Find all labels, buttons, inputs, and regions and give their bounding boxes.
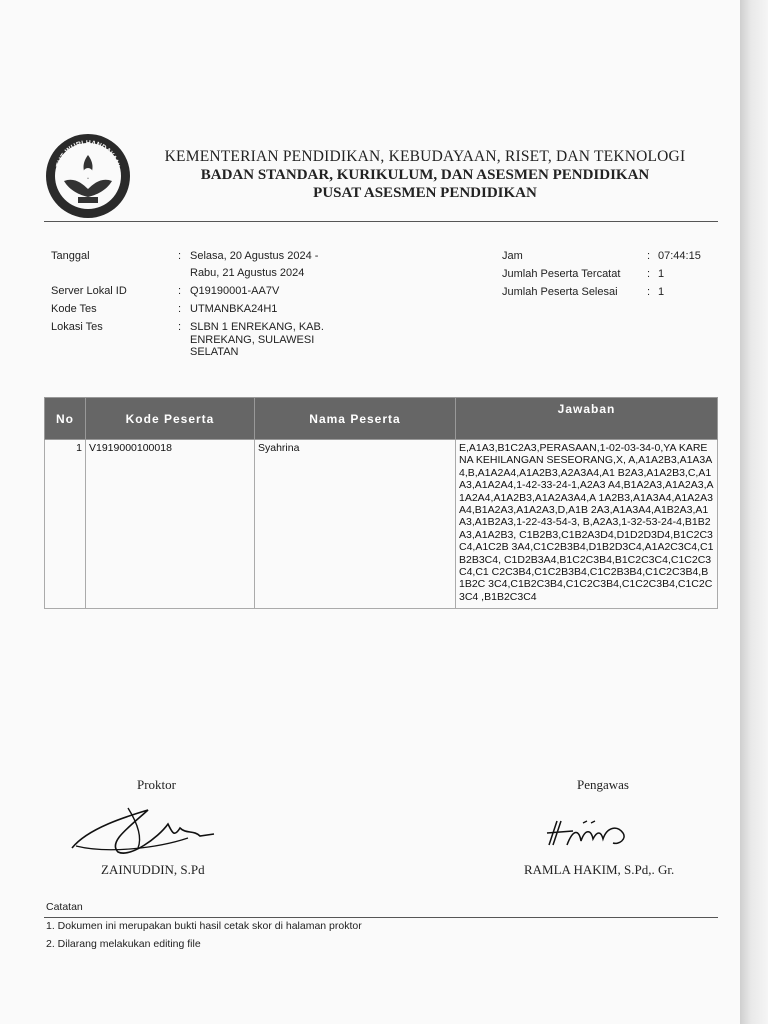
colon: : [647, 286, 651, 298]
kode-tes-value: UTMANBKA24H1 [190, 303, 278, 315]
note-item: 1. Dokumen ini merupakan bukti hasil cetak skor di halaman proktor [46, 920, 362, 932]
header-divider [44, 221, 718, 222]
proktor-signature [68, 798, 218, 860]
proktor-title: Proktor [137, 777, 176, 792]
tut-wuri-handayani-logo [44, 133, 132, 219]
table-row [45, 440, 718, 609]
colon: : [178, 321, 182, 333]
colon: : [178, 303, 182, 315]
center-title: PUSAT ASESMEN PENDIDIKAN [313, 185, 537, 201]
colon: : [647, 268, 651, 280]
tanggal-label: Tanggal [51, 250, 90, 262]
row-no: 1 [45, 440, 86, 609]
header-jawaban: Jawaban [456, 398, 718, 440]
pengawas-signature [543, 815, 635, 855]
peserta-tercatat-label: Jumlah Peserta Tercatat [502, 268, 621, 280]
row-jawaban: E,A1A3,B1C2A3,PERASAAN,1-02-03-34-0,YA KARENA KEHILANGAN SESEORANG,X, A,A1A2B3,A1A3A4,B,A1A2A4,A1A2B3,A2A3A4,A1 B2A3,A1A2B3,C,A1A3,A1A2A4,1-42-33-24-1,A2A3 A4,B1A2A3,A1A2A3,A1A2A4,A1A2B3,A1A2A3A4,A 1A2B3,A1A3A4,A1A2A3A4,B1A2A3,A1A2A3,D,A1B 2A3,A1A3A4,A1B2A3,A1A3,A1B2A3,1-22-43-54-3, B,A2A3,1-32-53-24-4,B1B2A3,A1A2B3, C1B2B3,C1B2A3D4,D1D2D3D4,B1C2C3C4,A1C2B 3A4,C1C2B3B4,D1B2D3C4,A1A2C3C4,C1B2B3C4, C1D2B3A4,B1C2C3B4,B1C2C3C4,C1C2C3C4,C1 C2C3B4,C1C2B3B4,C1C2B3B4,C1C2C3B4,B1B2C 3C4,C1B2C3B4,C1C2C3B4,C1C2C3B4,C1C2C3C4 ,B1B2C3C4 [456, 440, 718, 609]
row-nama-peserta: Syahrina [255, 440, 456, 609]
tanggal-value-end: Rabu, 21 Agustus 2024 [190, 267, 305, 279]
peserta-selesai-label: Jumlah Peserta Selesai [502, 286, 618, 298]
header-kode-peserta: Kode Peserta [86, 398, 255, 440]
jam-label: Jam [502, 250, 523, 262]
ministry-title: KEMENTERIAN PENDIDIKAN, KEBUDAYAAN, RISET, DAN TEKNOLOGI [164, 148, 686, 165]
peserta-selesai-value: 1 [658, 286, 665, 298]
row-kode-peserta: V1919000100018 [86, 440, 255, 609]
table-header-row [45, 398, 718, 440]
note-item: 2. Dilarang melakukan editing file [46, 938, 201, 950]
proktor-name: ZAINUDDIN, S.Pd [101, 862, 205, 877]
paper-edge-shadow [740, 0, 768, 1024]
catatan-title: Catatan [46, 901, 83, 913]
tanggal-value-start: Selasa, 20 Agustus 2024 - [190, 250, 319, 262]
colon: : [178, 285, 182, 297]
agency-title: BADAN STANDAR, KURIKULUM, DAN ASESMEN PENDIDIKAN [200, 167, 650, 183]
server-value: Q19190001-AA7V [190, 285, 280, 297]
header-no: No [45, 398, 86, 440]
header-nama-peserta: Nama Peserta [255, 398, 456, 440]
results-table [44, 397, 718, 609]
pengawas-title: Pengawas [577, 777, 629, 792]
lokasi-value: SLBN 1 ENREKANG, KAB. ENREKANG, SULAWESI SELATAN [190, 321, 324, 358]
peserta-tercatat-value: 1 [658, 268, 665, 280]
kode-tes-label: Kode Tes [51, 303, 97, 315]
server-label: Server Lokal ID [51, 285, 127, 297]
notes-divider [44, 917, 718, 918]
svg-text:TUT WURI HANDAYANI: TUT WURI HANDAYANI [55, 139, 121, 169]
lokasi-label: Lokasi Tes [51, 321, 103, 333]
colon: : [178, 250, 182, 262]
jam-value: 07:44:15 [658, 250, 701, 262]
colon: : [647, 250, 651, 262]
pengawas-name: RAMLA HAKIM, S.Pd,. Gr. [524, 862, 675, 877]
